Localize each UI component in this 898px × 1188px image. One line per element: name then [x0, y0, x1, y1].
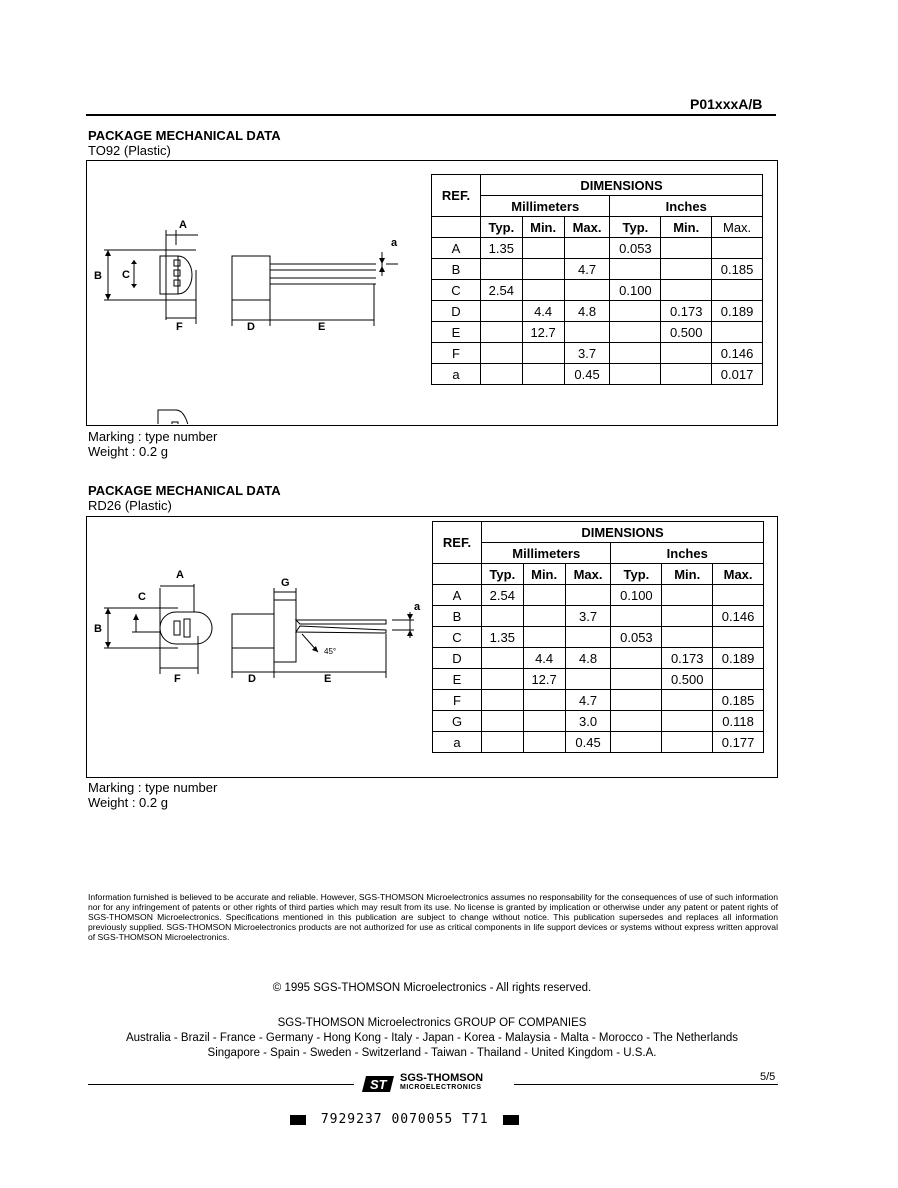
cell: 1.35 [481, 238, 523, 259]
cell: 0.100 [610, 280, 661, 301]
dimensions-header: DIMENSIONS [481, 175, 763, 196]
cell: 2.54 [481, 280, 523, 301]
cell: A [433, 585, 482, 606]
inches-header: Inches [611, 543, 764, 564]
table-row [433, 690, 764, 711]
cell [611, 669, 662, 690]
ref-header: REF. [433, 522, 482, 564]
dim-label-A: A [179, 219, 187, 231]
col-header: Typ. [481, 217, 523, 238]
cell [611, 732, 662, 753]
cell: 0.173 [662, 648, 713, 669]
cell [523, 732, 565, 753]
cell: 4.8 [565, 648, 611, 669]
cell: 3.7 [565, 606, 611, 627]
cell [482, 648, 524, 669]
dim-label-B: B [94, 623, 102, 635]
rd26-drawing [86, 516, 426, 776]
cell [661, 259, 712, 280]
blank-cell [432, 217, 481, 238]
barcode-line [290, 1112, 519, 1127]
st-logo [362, 1072, 512, 1096]
inches-header: Inches [610, 196, 763, 217]
cell [482, 669, 524, 690]
cell: B [432, 259, 481, 280]
cell [662, 627, 713, 648]
table-row [433, 606, 764, 627]
col-header: Min. [661, 217, 712, 238]
disclaimer: Information furnished is believed to be accurate and reliable. However, SGS-THOMSON Microelectronics assumes no responsability for the consequences of use of such information nor for any infringement of patents or other rights of third parties which may result from its use. No license is granted by implication or otherwise under any patent or patent rights of SGS-THOMSON Microelectronics. Specifications mentioned in this publication are subject to change without notice. This publication supersedes and replaces all information previously supplied. SGS-THOMSON Microelectronics products are not authorized for use as critical components in life support devices or systems without express written approval of SGS-THOMSON Microelectronics. [88, 892, 778, 942]
cell [610, 322, 661, 343]
cell: 3.7 [564, 343, 610, 364]
cell: 0.146 [712, 343, 763, 364]
cell [610, 343, 661, 364]
cell [565, 627, 611, 648]
cell: 0.177 [713, 732, 764, 753]
document-code: P01xxxA/B [690, 96, 763, 112]
dim-label-C: C [122, 269, 130, 281]
cell [482, 711, 524, 732]
cell [481, 259, 523, 280]
to92-drawing [86, 160, 426, 424]
cell [662, 606, 713, 627]
countries-line-1: Australia - Brazil - France - Germany - Hong Kong - Italy - Japan - Korea - Malaysia - Malta - Morocco - The Netherlands [125, 1032, 739, 1044]
table-row [432, 301, 763, 322]
cell [662, 732, 713, 753]
col-header: Typ. [482, 564, 524, 585]
cell: 0.500 [661, 322, 712, 343]
cell: 0.017 [712, 364, 763, 385]
col-header: Min. [523, 564, 565, 585]
dim-label-B: B [94, 270, 102, 282]
cell: D [432, 301, 481, 322]
cell [523, 711, 565, 732]
cell: 0.173 [661, 301, 712, 322]
cell [713, 669, 764, 690]
millimeters-header: Millimeters [482, 543, 611, 564]
dim-label-C: C [138, 591, 146, 603]
barcode-text: 7929237 0070055 T71 [320, 1112, 489, 1127]
cell [481, 301, 523, 322]
cell [713, 627, 764, 648]
dim-label-A: A [176, 569, 184, 581]
cell [522, 364, 564, 385]
cell: 0.053 [610, 238, 661, 259]
dim-label-E: E [324, 673, 332, 685]
cell [662, 711, 713, 732]
cell: 0.146 [713, 606, 764, 627]
col-header: Typ. [611, 564, 662, 585]
cell [482, 690, 524, 711]
cell: 0.45 [565, 732, 611, 753]
dimensions-header: DIMENSIONS [482, 522, 764, 543]
cell: 3.0 [565, 711, 611, 732]
cell [482, 732, 524, 753]
cell [481, 322, 523, 343]
dim-label-a: a [414, 601, 421, 613]
cell [610, 301, 661, 322]
cell: 0.100 [611, 585, 662, 606]
cell: 4.4 [523, 648, 565, 669]
dim-label-G: G [281, 577, 290, 589]
cell [611, 648, 662, 669]
cell [712, 322, 763, 343]
cell [611, 711, 662, 732]
cell [713, 585, 764, 606]
cell [610, 364, 661, 385]
cell: C [432, 280, 481, 301]
cell [481, 343, 523, 364]
cell [661, 280, 712, 301]
cell [481, 364, 523, 385]
cell [662, 690, 713, 711]
cell [661, 343, 712, 364]
col-header: Min. [662, 564, 713, 585]
col-header: Typ. [610, 217, 661, 238]
cell [522, 343, 564, 364]
copyright: © 1995 SGS-THOMSON Microelectronics - All rights reserved. [272, 982, 592, 994]
cell [482, 606, 524, 627]
rd26-dimensions-table [432, 521, 764, 753]
cell: F [433, 690, 482, 711]
cell: 0.189 [713, 648, 764, 669]
table-row [433, 732, 764, 753]
cell: 0.053 [611, 627, 662, 648]
section2-marking: Marking : type number [88, 780, 218, 795]
col-header: Max. [713, 564, 764, 585]
cell [523, 690, 565, 711]
cell [523, 585, 565, 606]
table-row [433, 711, 764, 732]
cell: 4.7 [564, 259, 610, 280]
cell [712, 280, 763, 301]
cell: 1.35 [482, 627, 524, 648]
section1-subtitle: TO92 (Plastic) [88, 143, 171, 158]
cell [523, 627, 565, 648]
section1-weight: Weight : 0.2 g [88, 444, 168, 459]
cell: E [432, 322, 481, 343]
table-row [432, 259, 763, 280]
cell: E [433, 669, 482, 690]
cell: B [433, 606, 482, 627]
cell [611, 606, 662, 627]
logo-brand: SGS-THOMSON [400, 1072, 484, 1084]
cell [661, 238, 712, 259]
cell [564, 238, 610, 259]
col-header: Min. [522, 217, 564, 238]
table-row [432, 322, 763, 343]
footer-rule-right [514, 1084, 778, 1085]
cell [522, 280, 564, 301]
cell [522, 238, 564, 259]
dim-label-a: a [391, 237, 398, 249]
to92-dimensions-table [431, 174, 763, 385]
logo-sub: MICROELECTRONICS [400, 1084, 482, 1091]
dim-label-F: F [176, 321, 183, 333]
cell: 12.7 [522, 322, 564, 343]
cell: 0.45 [564, 364, 610, 385]
cell: 2.54 [482, 585, 524, 606]
cell [610, 259, 661, 280]
st-logo-icon [362, 1074, 396, 1094]
cell: 0.185 [713, 690, 764, 711]
cell: 4.7 [565, 690, 611, 711]
dim-label-D: D [248, 673, 256, 685]
cell: 0.185 [712, 259, 763, 280]
cell: C [433, 627, 482, 648]
blank-cell [433, 564, 482, 585]
ref-header: REF. [432, 175, 481, 217]
cell: D [433, 648, 482, 669]
cell: a [433, 732, 482, 753]
barcode-block-left [290, 1115, 306, 1125]
section2-weight: Weight : 0.2 g [88, 795, 168, 810]
cell: 0.189 [712, 301, 763, 322]
cell [564, 322, 610, 343]
cell: 4.8 [564, 301, 610, 322]
section1-title: PACKAGE MECHANICAL DATA [88, 128, 281, 143]
table-row [432, 280, 763, 301]
group-of-companies: SGS-THOMSON Microelectronics GROUP OF COMPANIES [277, 1017, 587, 1029]
section2-title: PACKAGE MECHANICAL DATA [88, 483, 281, 498]
col-header: Max. [712, 217, 763, 238]
dim-label-F: F [174, 673, 181, 685]
barcode-block-right [503, 1115, 519, 1125]
cell [565, 585, 611, 606]
table-row [432, 364, 763, 385]
cell: a [432, 364, 481, 385]
millimeters-header: Millimeters [481, 196, 610, 217]
table-row [433, 669, 764, 690]
section2-subtitle: RD26 (Plastic) [88, 498, 172, 513]
svg-text:ST: ST [370, 1077, 387, 1092]
table-row [433, 585, 764, 606]
cell: 0.500 [662, 669, 713, 690]
table-body [432, 238, 763, 385]
footer-rule-left [88, 1084, 354, 1085]
cell [523, 606, 565, 627]
table-row [433, 648, 764, 669]
angle-label: 45° [324, 647, 337, 656]
cell [564, 280, 610, 301]
page-number: 5/5 [760, 1071, 776, 1083]
countries-line-2: Singapore - Spain - Sweden - Switzerland - Taiwan - Thailand - United Kingdom - U.S.A. [207, 1047, 657, 1059]
cell [712, 238, 763, 259]
table-body [433, 585, 764, 753]
cell: A [432, 238, 481, 259]
dim-label-E: E [318, 321, 326, 333]
cell [611, 690, 662, 711]
cell [522, 259, 564, 280]
header-rule [86, 114, 776, 116]
cell: 4.4 [522, 301, 564, 322]
cell [661, 364, 712, 385]
dim-label-D: D [247, 321, 255, 333]
cell: 0.118 [713, 711, 764, 732]
cell: G [433, 711, 482, 732]
col-header: Max. [564, 217, 610, 238]
table-row [432, 238, 763, 259]
section1-marking: Marking : type number [88, 429, 218, 444]
table-row [433, 627, 764, 648]
cell: F [432, 343, 481, 364]
cell [662, 585, 713, 606]
cell: 12.7 [523, 669, 565, 690]
col-header: Max. [565, 564, 611, 585]
table-row [432, 343, 763, 364]
cell [565, 669, 611, 690]
